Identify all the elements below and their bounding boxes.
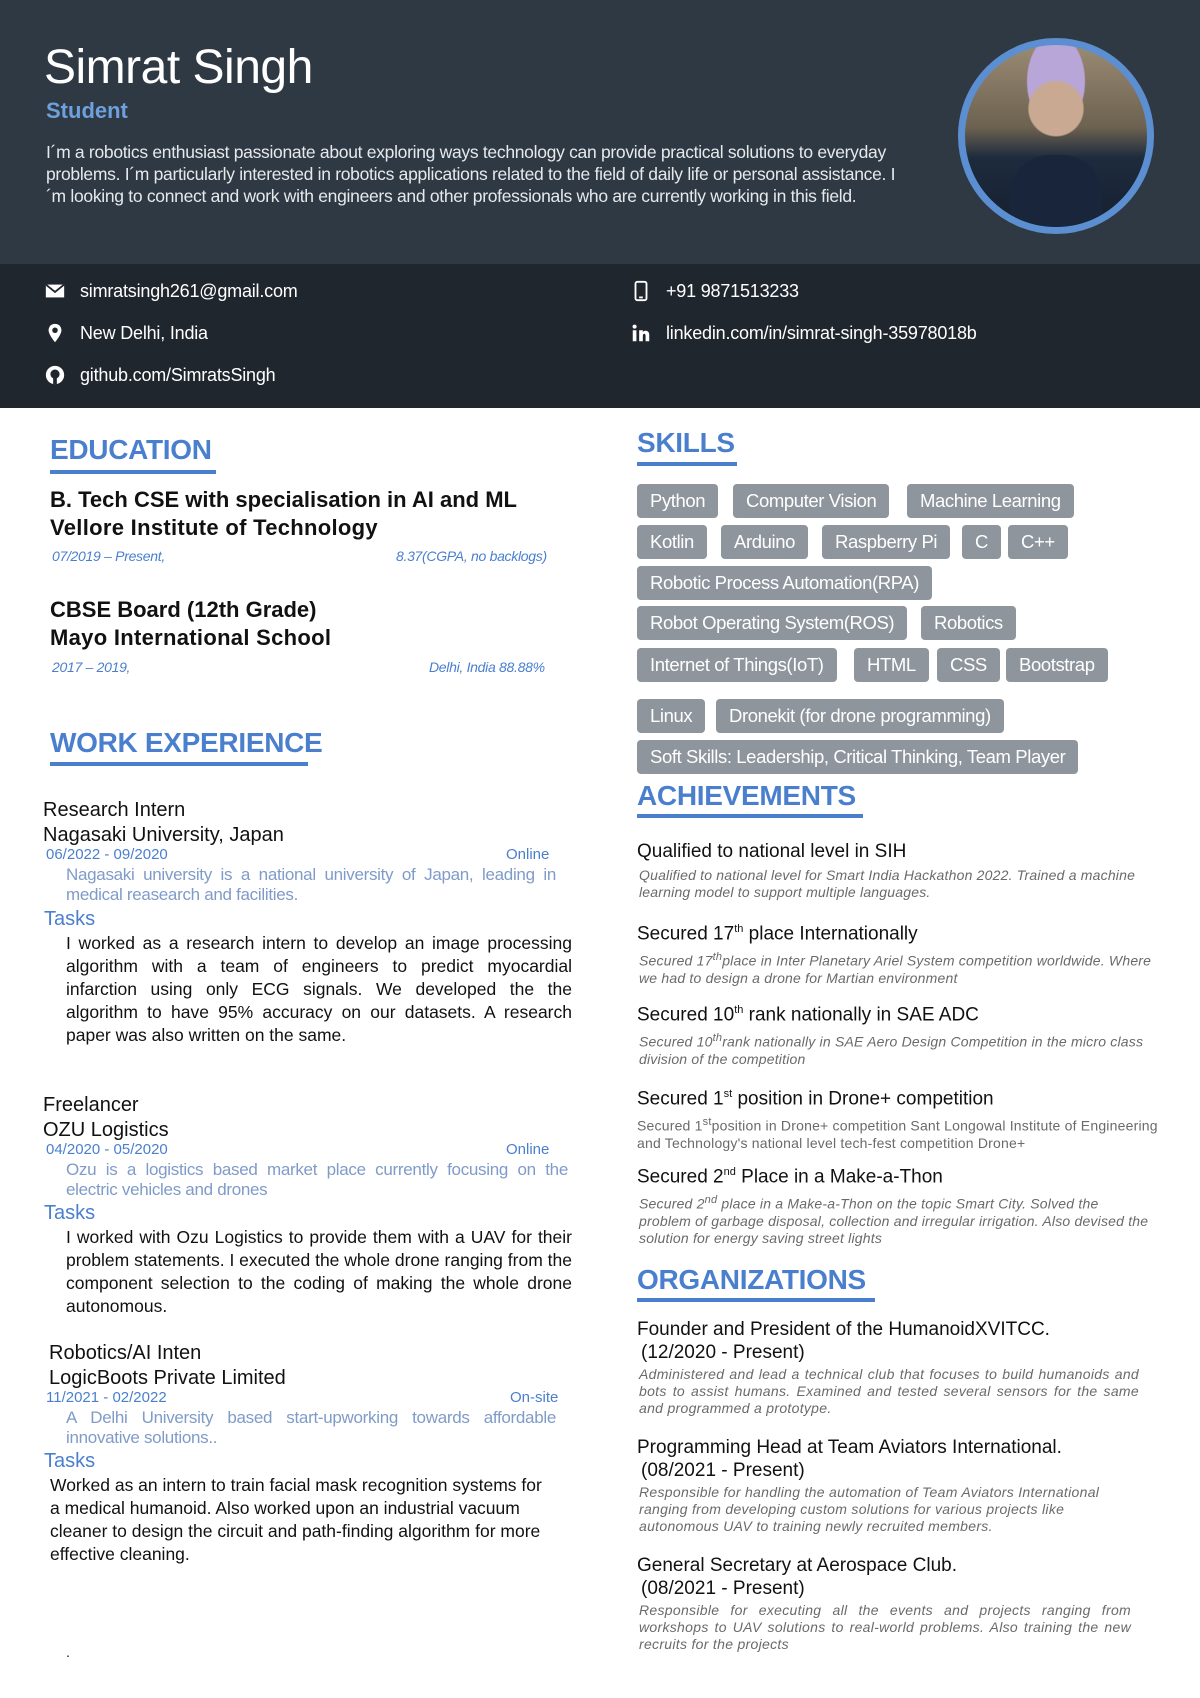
footer-dot: .: [66, 1644, 70, 1660]
achievement-description: Secured 17thplace in Inter Planetary Ariel System competition worldwide. Where we had to design a drone for Martian environment: [639, 951, 1152, 986]
profile-photo: [958, 38, 1154, 234]
skills-underline: [637, 462, 737, 466]
education-score: Delhi, India 88.88%: [429, 659, 545, 675]
achievement-title: Qualified to national level in SIH: [637, 841, 907, 862]
organization-title: General Secretary at Aerospace Club.: [637, 1555, 958, 1576]
contact-location: [44, 322, 208, 344]
job-dates: 04/2020 - 05/2020: [46, 1141, 168, 1158]
job-dates: 11/2021 - 02/2022: [46, 1389, 167, 1406]
job-dates: 06/2022 - 09/2020: [46, 846, 168, 863]
skill-tag: Internet of Things(IoT): [637, 648, 837, 682]
candidate-name: Simrat Singh: [44, 41, 313, 94]
tasks-label: Tasks: [44, 1202, 96, 1224]
github-text: github.com/SimratsSingh: [80, 364, 276, 385]
education-degree: B. Tech CSE with specialisation in AI and ML: [50, 487, 517, 512]
skill-tag: Soft Skills: Leadership, Critical Thinking, Team Player: [637, 740, 1078, 774]
organization-description: Administered and lead a technical club that focuses to build humanoids and bots to assist humans. Examined and tested several sensors for the same and programmed a prototype.: [639, 1366, 1139, 1416]
skill-tag: Linux: [637, 699, 705, 733]
tasks-label: Tasks: [44, 908, 96, 930]
job-description: Ozu is a logistics based market place currently focusing on the electric vehicles and drones: [66, 1160, 568, 1199]
achievement-title: Secured 17th place Internationally: [637, 923, 918, 945]
contact-linkedin[interactable]: [630, 322, 977, 344]
organization-title: Programming Head at Team Aviators International.: [637, 1437, 1062, 1458]
skill-tag: Arduino: [721, 525, 808, 559]
education-degree: CBSE Board (12th Grade): [50, 597, 317, 622]
phone-icon: [630, 280, 652, 302]
skill-tag: Robotic Process Automation(RPA): [637, 566, 932, 600]
skills-heading: SKILLS: [637, 427, 735, 458]
education-score: 8.37(CGPA, no backlogs): [396, 548, 547, 564]
job-title: Robotics/AI Inten: [49, 1342, 202, 1364]
linkedin-text: linkedin.com/in/simrat-singh-35978018b: [666, 322, 977, 343]
achievement-description: Secured 2nd place in a Make-a-Thon on the topic Smart City. Solved the problem of garbage disposal, collection and irregular irrigation. Also devised the solution for energy saving street lights: [639, 1194, 1149, 1246]
skill-tag: Robotics: [921, 606, 1016, 640]
work-underline: [50, 762, 308, 766]
linkedin-icon: [630, 322, 652, 344]
education-underline: [50, 470, 216, 474]
education-date: 2017 – 2019,: [52, 659, 131, 675]
education-date: 07/2019 – Present,: [52, 548, 165, 564]
contact-github[interactable]: [44, 364, 276, 386]
education-heading: EDUCATION: [50, 434, 212, 465]
job-company: LogicBoots Private Limited: [49, 1367, 286, 1389]
job-mode: On-site: [510, 1389, 559, 1406]
organization-period: (08/2021 - Present): [641, 1578, 805, 1599]
skill-tag: C++: [1008, 525, 1068, 559]
location-text: New Delhi, India: [80, 322, 208, 343]
job-description: A Delhi University based start-upworking towards affordable innovative solutions..: [66, 1408, 556, 1447]
job-title: Freelancer: [43, 1094, 139, 1116]
tasks-label: Tasks: [44, 1450, 96, 1472]
tasks-text: Worked as an intern to train facial mask recognition systems for a medical humanoid. Also worked upon an industrial vacuum cleaner to design the circuit and path-finding algorithm for more effective cleaning.: [50, 1475, 542, 1564]
organization-period: (12/2020 - Present): [641, 1342, 805, 1363]
job-title: Research Intern: [43, 799, 186, 821]
envelope-icon: [44, 280, 66, 302]
education-school: Vellore Institute of Technology: [50, 515, 378, 540]
job-mode: Online: [506, 1141, 550, 1158]
phone-text: +91 9871513233: [666, 280, 799, 301]
achievement-title: Secured 10th rank nationally in SAE ADC: [637, 1004, 979, 1026]
work-heading: WORK EXPERIENCE: [50, 727, 323, 758]
job-company: Nagasaki University, Japan: [43, 824, 284, 846]
contact-phone[interactable]: [630, 280, 799, 302]
contact-bar: [0, 264, 1200, 408]
job-description: Nagasaki university is a national university of Japan, leading in medical reasearch and facilities.: [66, 865, 556, 904]
skill-tag: C: [962, 525, 1001, 559]
achievement-title: Secured 1st position in Drone+ competition: [637, 1088, 994, 1110]
email-text: simratsingh261@gmail.com: [80, 280, 298, 301]
skill-tag: Computer Vision: [733, 484, 889, 518]
tasks-text: I worked as a research intern to develop an image processing algorithm with a team of engineers to predict myocardial infarction using only ECG signals. We developed the the algorithm to have 95% accuracy on our datasets. A research paper was also written on the same.: [66, 933, 572, 1045]
education-school: Mayo International School: [50, 625, 332, 650]
achievement-title: Secured 2nd Place in a Make-a-Thon: [637, 1166, 943, 1188]
header-banner: [0, 0, 1200, 264]
achievements-underline: [637, 814, 863, 818]
organizations-underline: [637, 1298, 875, 1302]
organization-period: (08/2021 - Present): [641, 1460, 805, 1481]
job-mode: Online: [506, 846, 550, 863]
achievement-description: Secured 1stposition in Drone+ competition Sant Longowal Institute of Engineering and Technology's national level tech-fest competition Drone+: [637, 1116, 1158, 1151]
organization-description: Responsible for handling the automation of Team Aviators International ranging from developing custom solutions for various projects like autonomous UAV to training newly recruited members.: [639, 1484, 1100, 1534]
achievement-description: Qualified to national level for Smart India Hackathon 2022. Trained a machine learning model to support multiple languages.: [639, 867, 1136, 900]
skill-tag: Bootstrap: [1006, 648, 1108, 682]
candidate-role: Student: [46, 98, 128, 123]
skill-tag: Dronekit (for drone programming): [716, 699, 1004, 733]
tasks-text: I worked with Ozu Logistics to provide them with a UAV for their problem statements. I executed the whole drone ranging from the component selection to the coding of making the whole drone autonomous.: [66, 1227, 572, 1316]
achievement-description: Secured 10thrank nationally in SAE Aero Design Competition in the micro class division of the competition: [639, 1032, 1144, 1067]
skill-tag: Machine Learning: [907, 484, 1074, 518]
github-icon: [44, 364, 66, 386]
skill-tag: Robot Operating System(ROS): [637, 606, 907, 640]
location-pin-icon: [44, 322, 66, 344]
skill-tag: Raspberry Pi: [822, 525, 950, 559]
skill-tag: Kotlin: [637, 525, 707, 559]
skill-tag: HTML: [854, 648, 929, 682]
organization-description: Responsible for executing all the events and projects ranging from workshops to UAV solutions to real-world problems. Also training the new recruits for the projects: [639, 1602, 1131, 1652]
skill-tag: Python: [637, 484, 718, 518]
profile-summary: I´m a robotics enthusiast passionate about exploring ways technology can provide practical solutions to everyday problems. I´m particularly interested in robotics applications related to the field of daily life or personal assistance. I´m looking to connect and work with engineers and other professionals who are currently working in this field.: [46, 142, 896, 206]
contact-email[interactable]: [44, 280, 298, 302]
job-company: OZU Logistics: [43, 1119, 169, 1141]
achievements-heading: ACHIEVEMENTS: [637, 780, 856, 811]
organizations-heading: ORGANIZATIONS: [637, 1264, 866, 1295]
organization-title: Founder and President of the HumanoidXVITCC.: [637, 1319, 1050, 1340]
skill-tag: CSS: [937, 648, 1000, 682]
